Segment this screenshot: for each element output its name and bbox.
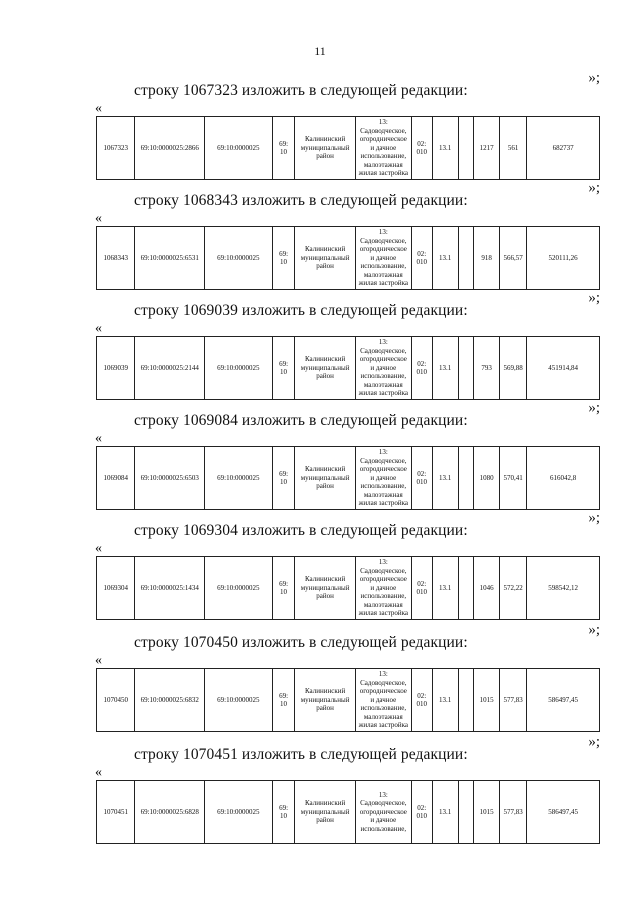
- amendment-heading: строку 1067323 изложить в следующей редакции:: [134, 82, 468, 99]
- land-use-cell: 13: Садоводческое, огородническое и дачное использование, малоэтажная жилая застройка: [355, 447, 411, 510]
- amendment-heading: строку 1070450 изложить в следующей редакции:: [134, 634, 468, 651]
- opening-quote: «: [95, 431, 102, 446]
- amendment-block: [0, 510, 640, 620]
- opening-quote: «: [95, 101, 102, 116]
- land-use-cell: 13: Садоводческое, огородническое и дачное использование, малоэтажная жилая застройка: [355, 337, 411, 400]
- area-cell: 1046: [474, 557, 500, 620]
- table-row: [97, 781, 600, 844]
- table-row: [97, 117, 600, 180]
- cadastral-number-cell: 69:10:0000025:1434: [135, 557, 205, 620]
- empty-cell: [458, 337, 474, 400]
- cadastral-quarter-cell: 69:10:0000025: [205, 669, 273, 732]
- cadastral-quarter-cell: 69:10:0000025: [205, 117, 273, 180]
- area-cell: 1015: [474, 781, 500, 844]
- cadastral-number-cell: 69:10:0000025:2144: [135, 337, 205, 400]
- opening-quote: «: [95, 541, 102, 556]
- amendment-block: [0, 180, 640, 290]
- row-number-cell: 1069304: [97, 557, 135, 620]
- amendment-heading: строку 1069039 изложить в следующей редакции:: [134, 302, 468, 319]
- cadastral-quarter-cell: 69:10:0000025: [205, 557, 273, 620]
- amendment-table: [96, 226, 600, 290]
- closing-quote: »;: [588, 734, 600, 750]
- empty-cell: [458, 447, 474, 510]
- group-cell: 13.1: [432, 781, 458, 844]
- rate-cell: 570,41: [500, 447, 527, 510]
- group-cell: 13.1: [432, 669, 458, 732]
- opening-quote: «: [95, 211, 102, 226]
- municipality-cell: Калининский муниципальный район: [295, 669, 355, 732]
- closing-quote: »;: [588, 400, 600, 416]
- closing-quote: »;: [588, 622, 600, 638]
- amendment-heading: строку 1069304 изложить в следующей редакции:: [134, 522, 468, 539]
- table-row: [97, 337, 600, 400]
- value-cell: 616042,8: [527, 447, 600, 510]
- municipality-cell: Калининский муниципальный район: [295, 781, 355, 844]
- area-cell: 1080: [474, 447, 500, 510]
- cadastral-quarter-cell: 69:10:0000025: [205, 447, 273, 510]
- amendment-heading: строку 1069084 изложить в следующей редакции:: [134, 412, 468, 429]
- table-row: [97, 557, 600, 620]
- amendment-table: [96, 780, 600, 844]
- amendment-block: [0, 734, 640, 844]
- group-cell: 13.1: [432, 117, 458, 180]
- amendment-table: [96, 336, 600, 400]
- cadastral-number-cell: 69:10:0000025:6531: [135, 227, 205, 290]
- value-cell: 520111,26: [527, 227, 600, 290]
- row-number-cell: 1070451: [97, 781, 135, 844]
- code-cell: 02: 010: [411, 117, 432, 180]
- amendment-table: [96, 446, 600, 510]
- rate-cell: 577,83: [500, 669, 527, 732]
- municipality-cell: Калининский муниципальный район: [295, 447, 355, 510]
- area-cell: 1015: [474, 669, 500, 732]
- group-cell: 13.1: [432, 557, 458, 620]
- value-cell: 682737: [527, 117, 600, 180]
- page-number: 11: [314, 44, 326, 58]
- row-number-cell: 1067323: [97, 117, 135, 180]
- amendment-block: [0, 290, 640, 400]
- cadastral-quarter-cell: 69:10:0000025: [205, 781, 273, 844]
- rate-cell: 569,88: [500, 337, 527, 400]
- value-cell: 586497,45: [527, 781, 600, 844]
- amendment-table: [96, 556, 600, 620]
- opening-quote: «: [95, 765, 102, 780]
- table-row: [97, 227, 600, 290]
- cadastral-number-cell: 69:10:0000025:6828: [135, 781, 205, 844]
- code-cell: 02: 010: [411, 557, 432, 620]
- closing-quote: »;: [588, 290, 600, 306]
- amendment-heading: строку 1068343 изложить в следующей редакции:: [134, 192, 468, 209]
- value-cell: 586497,45: [527, 669, 600, 732]
- cadastral-number-cell: 69:10:0000025:6832: [135, 669, 205, 732]
- value-cell: 598542,12: [527, 557, 600, 620]
- cadastral-number-cell: 69:10:0000025:6503: [135, 447, 205, 510]
- empty-cell: [458, 117, 474, 180]
- group-cell: 13.1: [432, 447, 458, 510]
- municipality-cell: Калининский муниципальный район: [295, 117, 355, 180]
- land-use-cell: 13: Садоводческое, огородническое и дачное использование, малоэтажная жилая застройка: [355, 669, 411, 732]
- code-cell: 02: 010: [411, 447, 432, 510]
- empty-cell: [458, 557, 474, 620]
- opening-quote: «: [95, 321, 102, 336]
- land-use-cell: 13: Садоводческое, огородническое и дачное использование, малоэтажная жилая застройка: [355, 117, 411, 180]
- area-cell: 1217: [474, 117, 500, 180]
- cadastral-number-cell: 69:10:0000025:2866: [135, 117, 205, 180]
- area-cell: 918: [474, 227, 500, 290]
- amendment-table: [96, 668, 600, 732]
- cadastral-quarter-cell: 69:10:0000025: [205, 337, 273, 400]
- closing-quote: »;: [588, 180, 600, 196]
- land-use-cell: 13: Садоводческое, огородническое и дачное использование, малоэтажная жилая застройка: [355, 227, 411, 290]
- row-number-cell: 1069084: [97, 447, 135, 510]
- region-code-cell: 69: 10: [272, 447, 295, 510]
- row-number-cell: 1069039: [97, 337, 135, 400]
- rate-cell: 572,22: [500, 557, 527, 620]
- code-cell: 02: 010: [411, 227, 432, 290]
- rate-cell: 566,57: [500, 227, 527, 290]
- region-code-cell: 69: 10: [272, 117, 295, 180]
- amendment-block: [0, 400, 640, 510]
- cadastral-quarter-cell: 69:10:0000025: [205, 227, 273, 290]
- closing-quote: »;: [588, 510, 600, 526]
- empty-cell: [458, 227, 474, 290]
- municipality-cell: Калининский муниципальный район: [295, 557, 355, 620]
- amendment-block: [0, 622, 640, 732]
- rate-cell: 577,83: [500, 781, 527, 844]
- land-use-cell: 13: Садоводческое, огородническое и дачное использование, малоэтажная жилая застройка: [355, 557, 411, 620]
- amendment-table: [96, 116, 600, 180]
- region-code-cell: 69: 10: [272, 227, 295, 290]
- rate-cell: 561: [500, 117, 527, 180]
- amendment-heading: строку 1070451 изложить в следующей редакции:: [134, 746, 468, 763]
- empty-cell: [458, 781, 474, 844]
- region-code-cell: 69: 10: [272, 557, 295, 620]
- municipality-cell: Калининский муниципальный район: [295, 337, 355, 400]
- region-code-cell: 69: 10: [272, 337, 295, 400]
- table-row: [97, 447, 600, 510]
- table-row: [97, 669, 600, 732]
- code-cell: 02: 010: [411, 669, 432, 732]
- value-cell: 451914,84: [527, 337, 600, 400]
- area-cell: 793: [474, 337, 500, 400]
- row-number-cell: 1070450: [97, 669, 135, 732]
- empty-cell: [458, 669, 474, 732]
- region-code-cell: 69: 10: [272, 781, 295, 844]
- opening-quote: «: [95, 653, 102, 668]
- municipality-cell: Калининский муниципальный район: [295, 227, 355, 290]
- amendment-block: [0, 70, 640, 180]
- region-code-cell: 69: 10: [272, 669, 295, 732]
- group-cell: 13.1: [432, 337, 458, 400]
- row-number-cell: 1068343: [97, 227, 135, 290]
- closing-quote: »;: [588, 70, 600, 86]
- code-cell: 02: 010: [411, 337, 432, 400]
- group-cell: 13.1: [432, 227, 458, 290]
- code-cell: 02: 010: [411, 781, 432, 844]
- land-use-cell: 13: Садоводческое, огородническое и дачное использование,: [355, 781, 411, 844]
